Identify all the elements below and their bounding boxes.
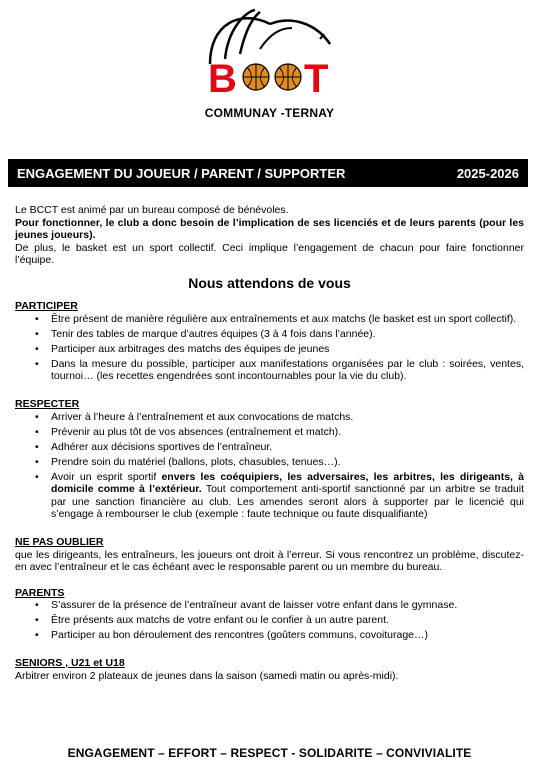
bcct-logo-graphic (200, 4, 340, 104)
section-heading: Nous attendons de vous (188, 274, 351, 291)
list-item: • Prévenir au plus tôt de vos absences (entraînement et match). (15, 426, 524, 439)
respecter-title: RESPECTER (15, 398, 80, 410)
item-text: Tout comportement anti-sportif sanctionné par un arbitre se traduit par une sanction financière au club. Les amendes seront alors à supporter par le licencié qui s’engage à rembourser le club (exemple : faute technique ou faute disqualifiante) (51, 483, 524, 520)
list-item: • Dans la mesure du possible, participer aux manifestations organisées par le club : soirées, ventes, tournoi… (les recettes engendrées sont incontournables pour la vie du club). (15, 358, 524, 383)
list-item: • Participer aux arbitrages des matchs des équipes de jeunes (15, 343, 524, 356)
respecter-list (15, 411, 524, 521)
intro-line-1: Le BCCT est animé par un bureau composé de bénévoles. (15, 204, 289, 216)
banner-title: ENGAGEMENT DU JOUEUR / PARENT / SUPPORTER (17, 165, 346, 181)
title-banner (8, 159, 528, 187)
document-body (15, 204, 524, 682)
item-bold-text: envers les coéquipiers, les adversaires, les arbitres, les dirigeants, à domicile comme à l’extérieur. (51, 470, 524, 495)
list-item: • Adhérer aux décisions sportives de l’entraîneur. (15, 441, 524, 454)
seniors-text: Arbitrer environ 2 plateaux de jeunes dans la saison (samedi matin ou après-midi). (15, 669, 399, 682)
svg-text:T: T (304, 57, 329, 101)
participer-title: PARTICIPER (15, 300, 78, 312)
parents-list (15, 599, 524, 642)
parents-title: PARENTS (15, 586, 65, 599)
intro-line-3: De plus, le basket est un sport collectif. Ceci implique l’engagement de chacun pour faire fonctionner l’équipe. (15, 241, 524, 266)
ne-pas-oublier-title: NE PAS OUBLIER (15, 536, 104, 548)
list-item: • S’assurer de la présence de l’entraîneur avant de laisser votre enfant dans le gymnase. (15, 599, 524, 612)
banner-season: 2025-2026 (456, 165, 519, 181)
list-item: • Prendre soin du matériel (ballons, plots, chasubles, tenues…). (15, 456, 524, 469)
seniors-title: SENIORS , U21 et U18 (15, 657, 125, 669)
participer-list (15, 313, 524, 383)
svg-text:B: B (208, 57, 238, 101)
list-item (15, 471, 524, 521)
list-item: • Participer au bon déroulement des rencontres (goûters communs, covoiturage…) (15, 629, 524, 642)
logo-subtitle: COMMUNAY -TERNAY (204, 106, 335, 120)
club-logo (0, 0, 539, 130)
footer-values: ENGAGEMENT – EFFORT – RESPECT - SOLIDARITE – CONVIVIALITE (67, 746, 472, 760)
intro-line-2: Pour fonctionner, le club a donc besoin de l’implication de ses licenciés et de leurs parents (pour les jeunes joueurs). (15, 216, 524, 241)
list-item: • Arriver à l’heure à l’entraînement et aux convocations de matchs. (15, 411, 524, 424)
list-item: • Tenir des tables de marque d’autres équipes (3 à 4 fois dans l’année). (15, 328, 524, 341)
item-text: Avoir un esprit sportif (51, 470, 162, 483)
list-item: • Être présent de manière régulière aux entraînements et aux matchs (le basket est un sport collectif). (15, 313, 524, 326)
list-item: • Être présents aux matchs de votre enfant ou le confier à un autre parent. (15, 614, 524, 627)
ne-pas-oublier-text: que les dirigeants, les entraîneurs, les joueurs ont droit à l’erreur. Si vous rencontrez un problème, discutez-en avec l’entraîneur et le cas échéant avec le responsable parent ou un membre du bureau. (15, 548, 524, 573)
